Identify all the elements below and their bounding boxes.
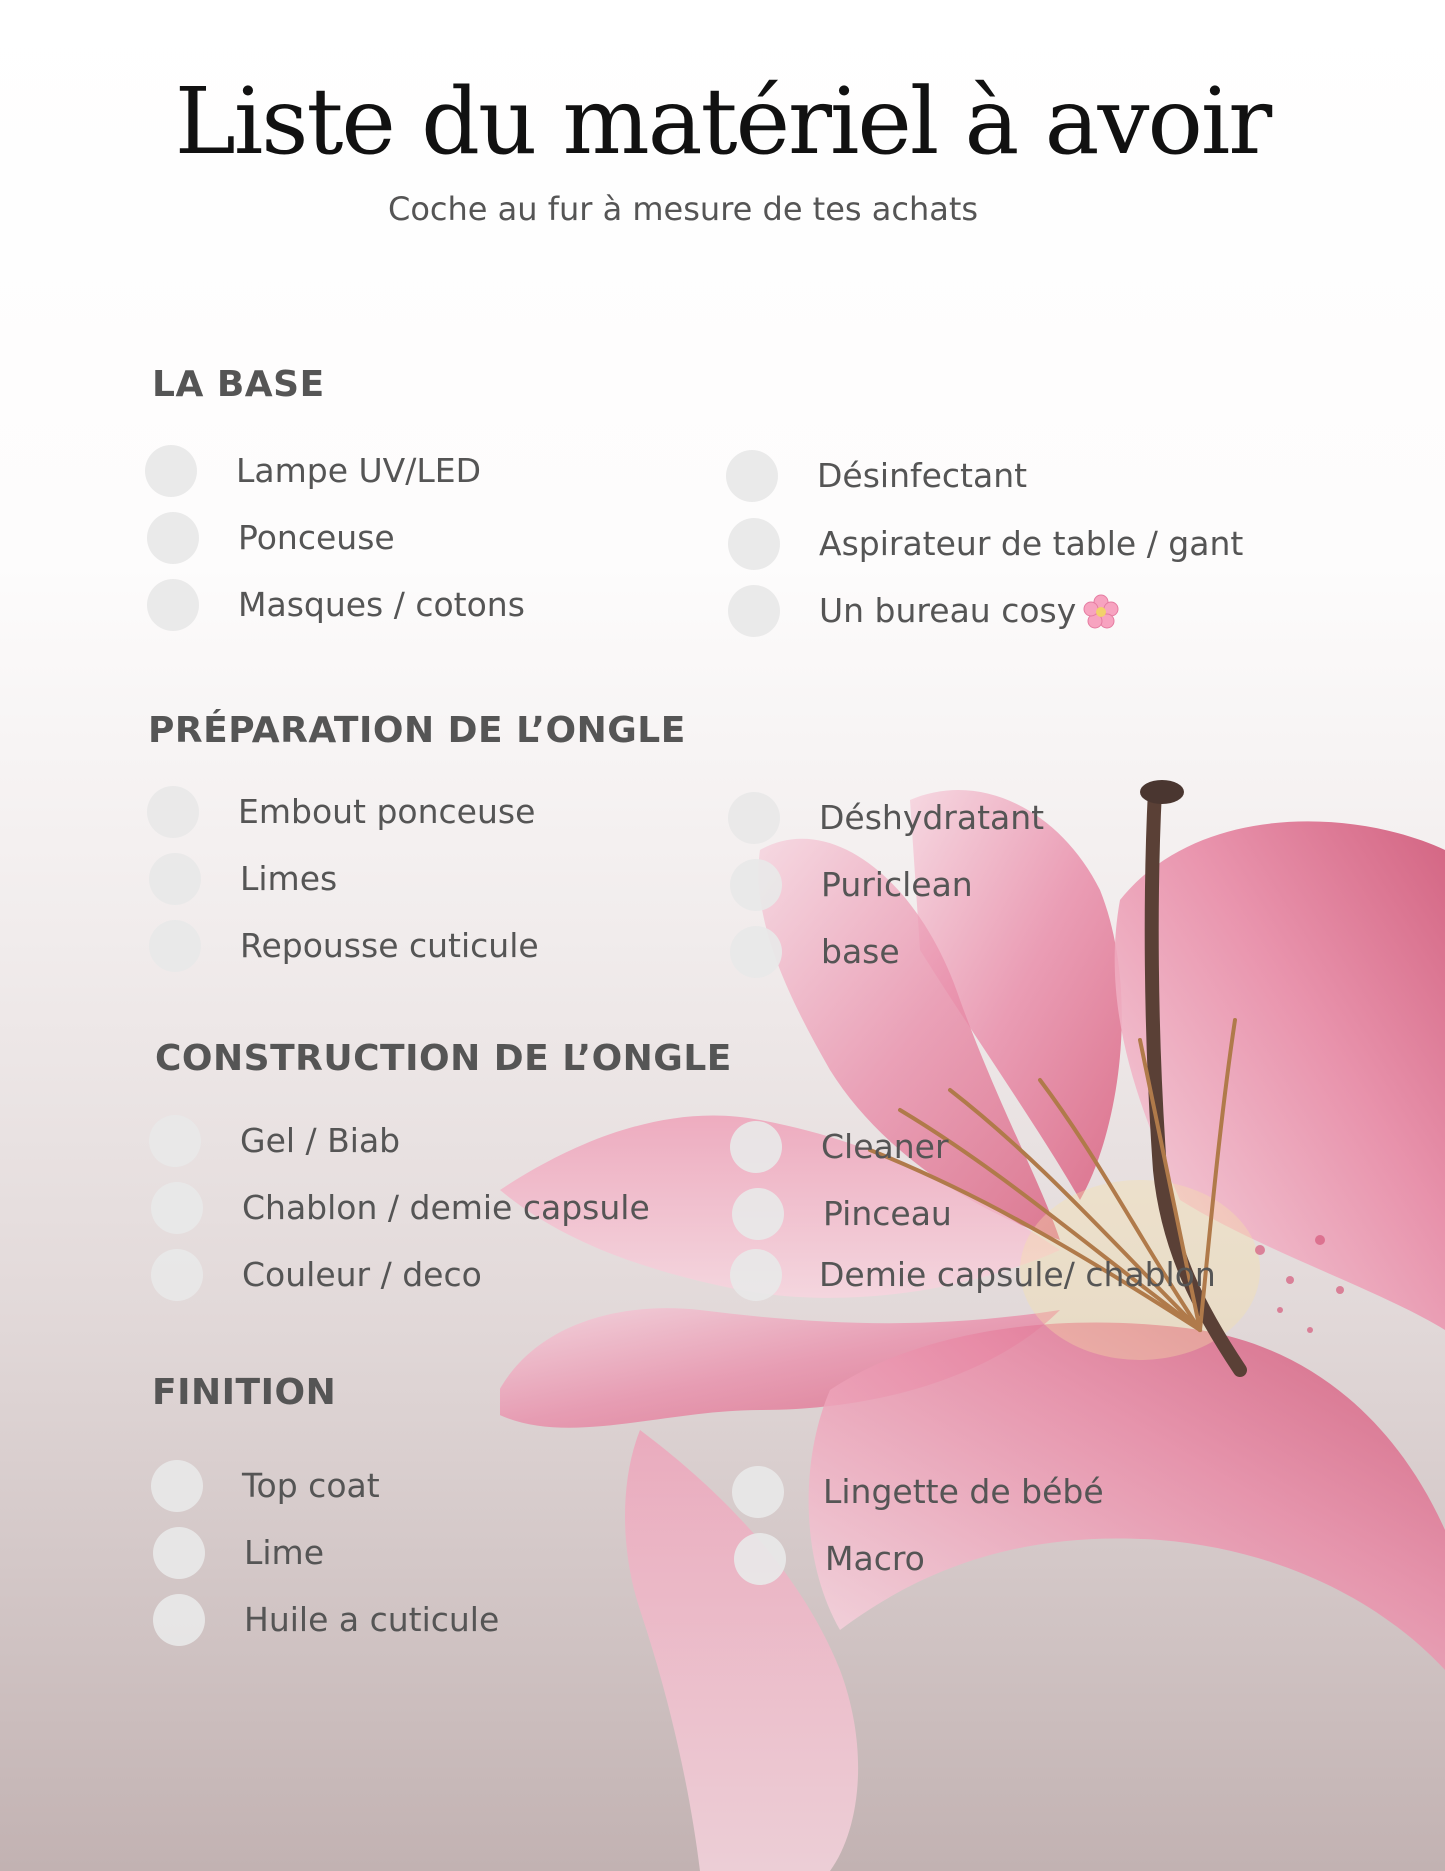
checklist-item-label: Déshydratant bbox=[819, 798, 1045, 837]
checkbox[interactable] bbox=[728, 585, 780, 637]
checkbox[interactable] bbox=[149, 1115, 201, 1167]
checklist-item-label: Aspirateur de table / gant bbox=[819, 524, 1244, 563]
checklist-item-label: Repousse cuticule bbox=[240, 926, 539, 965]
checkbox[interactable] bbox=[151, 1460, 203, 1512]
section-heading-preparation: PRÉPARATION DE L’ONGLE bbox=[148, 710, 686, 751]
lily-flower-illustration bbox=[500, 770, 1445, 1871]
checkbox[interactable] bbox=[149, 853, 201, 905]
checklist-item-label: Lingette de bébé bbox=[823, 1472, 1104, 1511]
checkbox[interactable] bbox=[153, 1527, 205, 1579]
checklist-item-label: Gel / Biab bbox=[240, 1121, 401, 1160]
cherry-blossom-icon bbox=[1083, 594, 1119, 630]
section-heading-la-base: LA BASE bbox=[152, 364, 325, 405]
checkbox[interactable] bbox=[151, 1182, 203, 1234]
checklist-item-label: Embout ponceuse bbox=[238, 792, 536, 831]
checkbox[interactable] bbox=[147, 512, 199, 564]
checklist-item-label: Top coat bbox=[242, 1466, 380, 1505]
checkbox[interactable] bbox=[730, 859, 782, 911]
checklist-item-label: Lime bbox=[244, 1533, 325, 1572]
checkbox[interactable] bbox=[151, 1249, 203, 1301]
checklist-item-label: Puriclean bbox=[821, 865, 973, 904]
checkbox[interactable] bbox=[726, 450, 778, 502]
checkbox[interactable] bbox=[728, 792, 780, 844]
checklist-item-label: Un bureau cosy bbox=[819, 591, 1077, 630]
checkbox[interactable] bbox=[145, 445, 197, 497]
checklist-item-label: Masques / cotons bbox=[238, 585, 525, 624]
checkbox[interactable] bbox=[147, 579, 199, 631]
checkbox[interactable] bbox=[730, 1121, 782, 1173]
page-subtitle: Coche au fur à mesure de tes achats bbox=[388, 190, 979, 228]
checkbox[interactable] bbox=[732, 1466, 784, 1518]
checklist-item-label: Couleur / deco bbox=[242, 1255, 482, 1294]
checkbox[interactable] bbox=[153, 1594, 205, 1646]
checklist-item-label: Désinfectant bbox=[817, 456, 1028, 495]
checkbox[interactable] bbox=[149, 920, 201, 972]
checklist-item-label: base bbox=[821, 932, 900, 971]
section-heading-construction: CONSTRUCTION DE L’ONGLE bbox=[155, 1038, 732, 1079]
section-heading-finition: FINITION bbox=[152, 1372, 337, 1413]
checkbox[interactable] bbox=[730, 926, 782, 978]
checklist-item-label: Lampe UV/LED bbox=[236, 451, 481, 490]
checklist-item-label: Cleaner bbox=[821, 1127, 949, 1166]
checkbox[interactable] bbox=[730, 1249, 782, 1301]
checklist-item-label: Huile a cuticule bbox=[244, 1600, 500, 1639]
checklist-item-label: Pinceau bbox=[823, 1194, 952, 1233]
checklist-item-label: Demie capsule/ chablon bbox=[819, 1255, 1216, 1294]
checklist-item-label: Macro bbox=[825, 1539, 925, 1578]
checkbox[interactable] bbox=[732, 1188, 784, 1240]
page-title: Liste du matériel à avoir bbox=[174, 68, 1271, 175]
checkbox[interactable] bbox=[728, 518, 780, 570]
checklist-item-label: Limes bbox=[240, 859, 338, 898]
checklist-item-label: Chablon / demie capsule bbox=[242, 1188, 650, 1227]
checkbox[interactable] bbox=[734, 1533, 786, 1585]
checkbox[interactable] bbox=[147, 786, 199, 838]
checklist-item-label: Ponceuse bbox=[238, 518, 395, 557]
